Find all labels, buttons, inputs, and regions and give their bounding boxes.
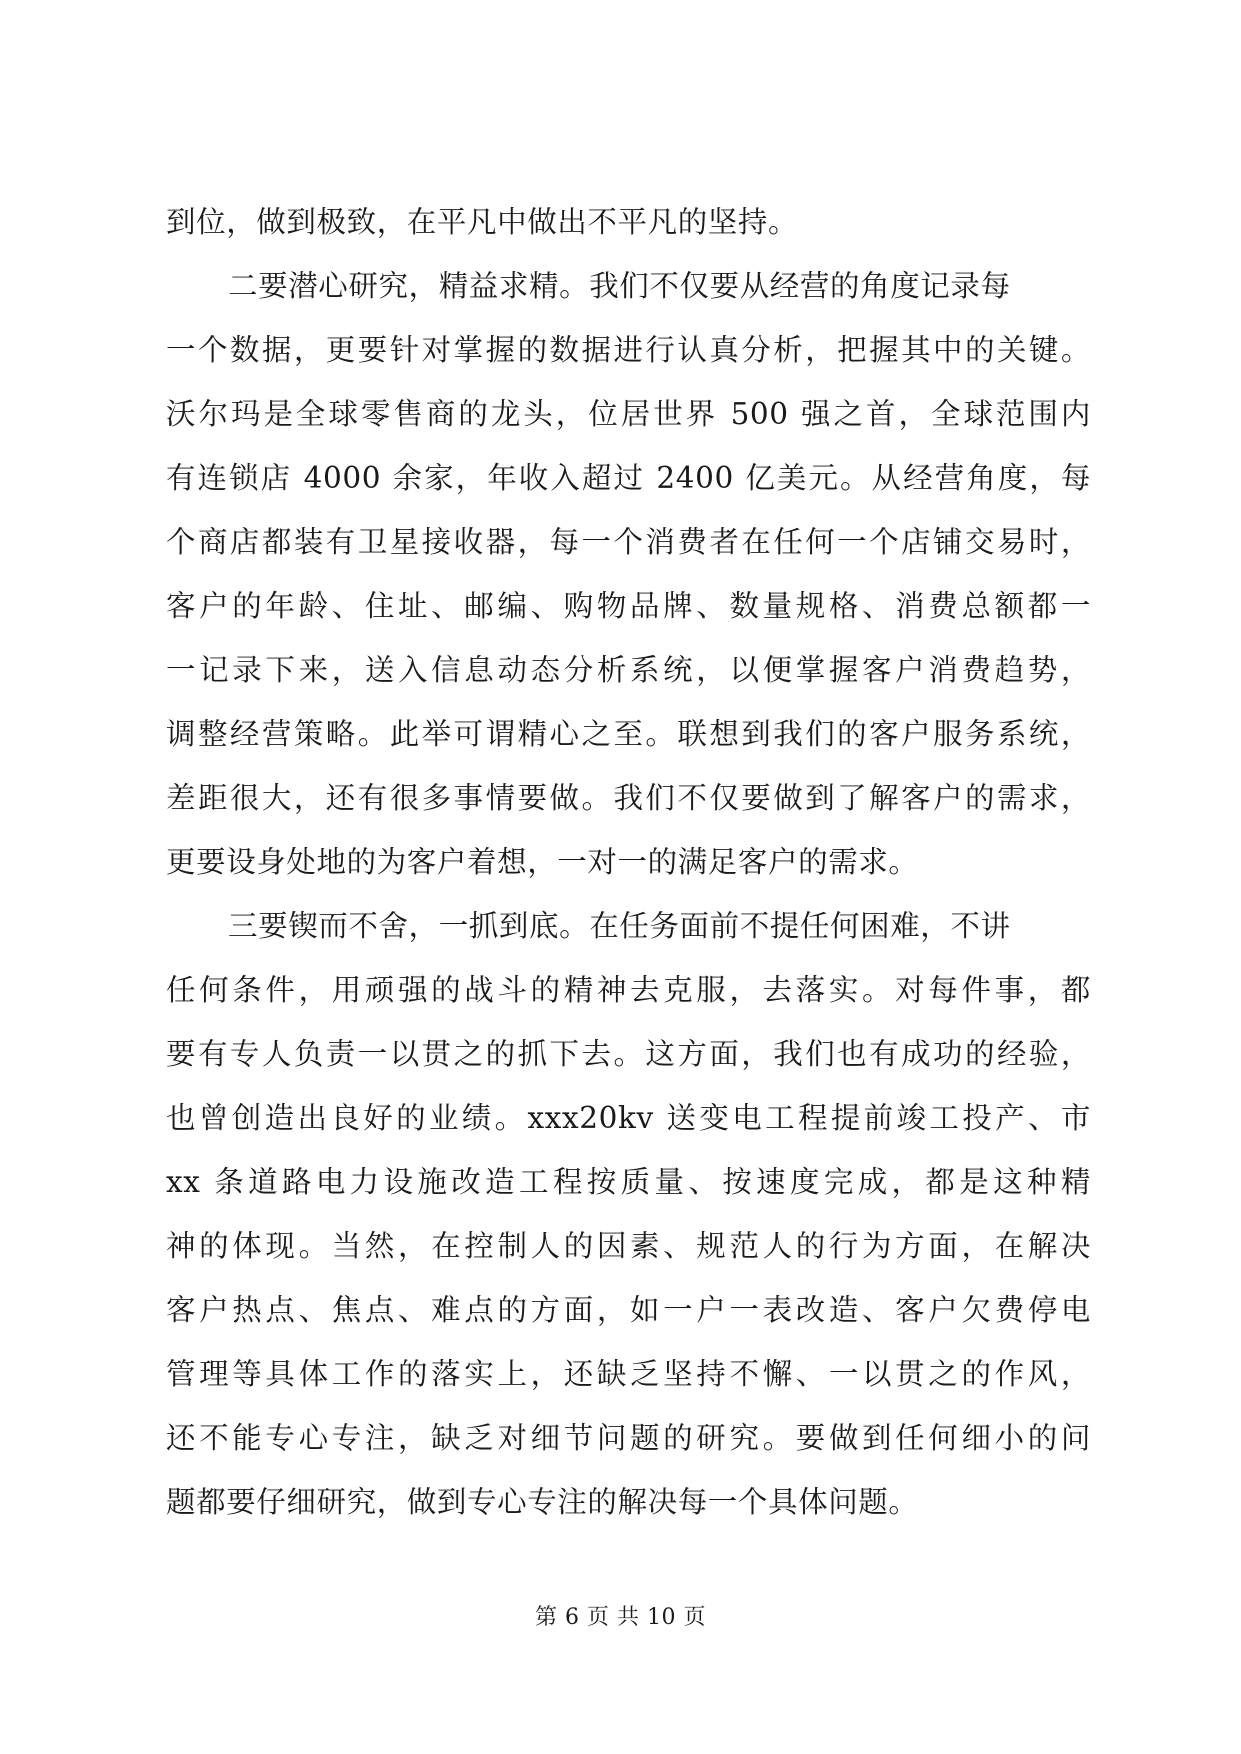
text-line: 更要设身处地的为客户着想，一对一的满足客户的需求。: [166, 845, 919, 879]
text-line: 还不能专心专注，缺乏对细节问题的研究。要做到任何细小的问: [166, 1421, 1091, 1455]
text-line: 有连锁店 4000 余家，年收入超过 2400 亿美元。从经营角度，每: [166, 461, 1091, 495]
text-line: 调整经营策略。此举可谓精心之至。联想到我们的客户服务系统，: [166, 717, 1091, 751]
text-line: 也曾创造出良好的业绩。xxx20kv 送变电工程提前竣工投产、市: [166, 1101, 1091, 1135]
text-line: 要有专人负责一以贯之的抓下去。这方面，我们也有成功的经验，: [166, 1037, 1091, 1071]
text-line: 到位，做到极致，在平凡中做出不平凡的坚持。: [166, 205, 799, 239]
text-line: 一个数据，更要针对掌握的数据进行认真分析，把握其中的关键。: [166, 333, 1091, 367]
text-line: 客户的年龄、住址、邮编、购物品牌、数量规格、消费总额都一: [166, 589, 1091, 623]
text-line: 题都要仔细研究，做到专心专注的解决每一个具体问题。: [166, 1485, 919, 1519]
text-line: xx 条道路电力设施改造工程按质量、按速度完成，都是这种精: [166, 1165, 1091, 1199]
paragraph-start-line: 二要潜心研究，精益求精。我们不仅要从经营的角度记录每: [228, 269, 1011, 303]
page-number-footer: 第 6 页 共 10 页: [535, 1605, 706, 1630]
text-line: 个商店都装有卫星接收器，每一个消费者在任何一个店铺交易时，: [166, 525, 1091, 559]
text-line: 客户热点、焦点、难点的方面，如一户一表改造、客户欠费停电: [166, 1293, 1091, 1327]
text-line: 神的体现。当然，在控制人的因素、规范人的行为方面，在解决: [166, 1229, 1091, 1263]
text-line: 一记录下来，送入信息动态分析系统，以便掌握客户消费趋势，: [166, 653, 1091, 687]
text-line: 沃尔玛是全球零售商的龙头，位居世界 500 强之首，全球范围内: [166, 397, 1091, 431]
paragraph-start-line: 三要锲而不舍，一抓到底。在任务面前不提任何困难，不讲: [228, 909, 1011, 943]
body-text: [166, 190, 1091, 1534]
text-line: 差距很大，还有很多事情要做。我们不仅要做到了解客户的需求，: [166, 781, 1091, 815]
text-line: 管理等具体工作的落实上，还缺乏坚持不懈、一以贯之的作风，: [166, 1357, 1091, 1391]
text-line: 任何条件，用顽强的战斗的精神去克服，去落实。对每件事，都: [166, 973, 1091, 1007]
